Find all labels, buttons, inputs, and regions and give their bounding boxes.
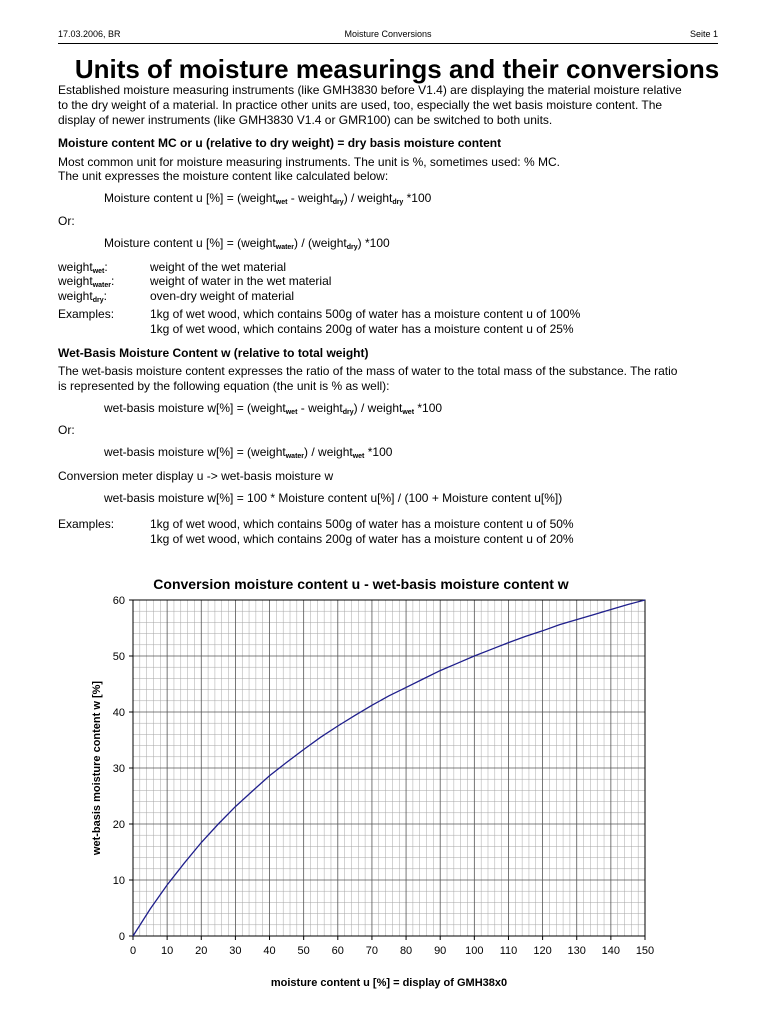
x-tick-label: 110 [499,945,518,957]
page-title: Units of moisture measurings and their conversions [74,54,720,84]
x-tick-label: 10 [161,945,174,957]
example-line: 1kg of wet wood, which contains 200g of water has a moisture content u of 25% [150,322,574,336]
formula-moisture-content-1: Moisture content u [%] = (weight$_{wet}$ - weight$_{dry}$) / weight$_{dry}$ *100 [104,191,432,206]
paragraph-line: The wet-basis moisture content expresses the ratio of the mass of water to the total mass of the substance. The ratio [58,364,678,378]
intro-line: Established moisture measuring instruments (like GMH3830 before V1.4) are displaying the material moisture relative [58,83,682,97]
formula-moisture-content-2: Moisture content u [%] = (weight$_{water}$) / (weight$_{dry}$) *100 [104,236,390,251]
or-label: Or: [58,423,75,437]
definition-term: weight$_{dry}$: [58,289,107,304]
section-heading-dry-basis: Moisture content MC or u (relative to dry weight) = dry basis moisture content [58,136,502,150]
chart-grid-major [133,600,645,936]
x-tick-label: 140 [601,945,621,957]
example-line: 1kg of wet wood, which contains 500g of water has a moisture content u of 100% [150,307,581,321]
paragraph-line: is represented by the following equation (the unit is % as well): [58,379,390,393]
formula-conversion: wet-basis moisture w[%] = 100 * Moisture content u[%] / (100 + Moisture content u[%]) [104,491,563,505]
formula-wet-basis-1: wet-basis moisture w[%] = (weight$_{wet}$ - weight$_{dry}$) / weight$_{wet}$ *100 [104,401,443,416]
x-tick-label: 90 [434,945,447,957]
x-tick-label: 60 [331,945,344,957]
y-tick-label: 60 [112,595,125,607]
chart-title: Conversion moisture content u - wet-basis moisture content w [153,576,569,592]
definition-term: weight$_{wet}$: [58,260,108,275]
y-tick-label: 30 [112,763,125,775]
y-tick-label: 20 [112,819,125,831]
x-axis-label: moisture content u [%] = display of GMH38x0 [270,977,508,989]
formula-wet-basis-2: wet-basis moisture w[%] = (weight$_{water}$) / weight$_{wet}$ *100 [104,445,393,460]
conversion-label: Conversion meter display u -> wet-basis moisture w [58,469,334,483]
or-label: Or: [58,214,75,228]
page-header [58,29,718,43]
y-tick-label: 0 [118,931,125,943]
x-tick-label: 70 [365,945,379,957]
paragraph-line: Most common unit for moisture measuring instruments. The unit is %, sometimes used: % MC. [58,155,560,169]
x-tick-label: 50 [297,945,310,957]
y-axis [113,595,133,943]
example-line: 1kg of wet wood, which contains 500g of water has a moisture content u of 50% [150,517,574,531]
definition-description: weight of the wet material [150,260,287,274]
definition-description: weight of water in the wet material [150,274,332,288]
examples-label: Examples: [58,517,115,531]
x-tick-label: 40 [263,945,276,957]
intro-line: to the dry weight of a material. In practice other units are used, too, especially the wet basis moisture content. The [58,98,663,112]
x-tick-label: 20 [195,945,208,957]
x-tick-label: 130 [567,945,586,957]
header-divider [58,43,718,44]
x-tick-label: 0 [129,945,137,957]
x-axis [130,936,654,957]
intro-line: display of newer instruments (like GMH3830 V1.4 or GMR100) can be switched to both units. [58,113,553,127]
header-date-author: 17.03.2006, BR [58,29,121,39]
paragraph-line: The unit expresses the moisture content like calculated below: [58,169,389,183]
conversion-chart [0,560,768,1000]
examples-label: Examples: [58,307,115,321]
x-tick-label: 100 [465,945,484,957]
header-document-title: Moisture Conversions [344,29,432,39]
y-axis-label: wet-basis moisture content w [%] [91,680,103,856]
x-tick-label: 80 [399,945,413,957]
definition-description: oven-dry weight of material [150,289,295,303]
definition-term: weight$_{water}$: [58,274,115,289]
x-tick-label: 30 [229,945,242,957]
example-line: 1kg of wet wood, which contains 200g of water has a moisture content u of 20% [150,532,574,546]
y-tick-label: 40 [112,707,125,719]
y-tick-label: 10 [112,875,125,887]
y-tick-label: 50 [112,651,125,663]
x-tick-label: 150 [635,945,655,957]
header-page-number: Seite 1 [689,29,718,39]
section-heading-wet-basis: Wet-Basis Moisture Content w (relative to total weight) [58,346,369,360]
x-tick-label: 120 [533,945,552,957]
